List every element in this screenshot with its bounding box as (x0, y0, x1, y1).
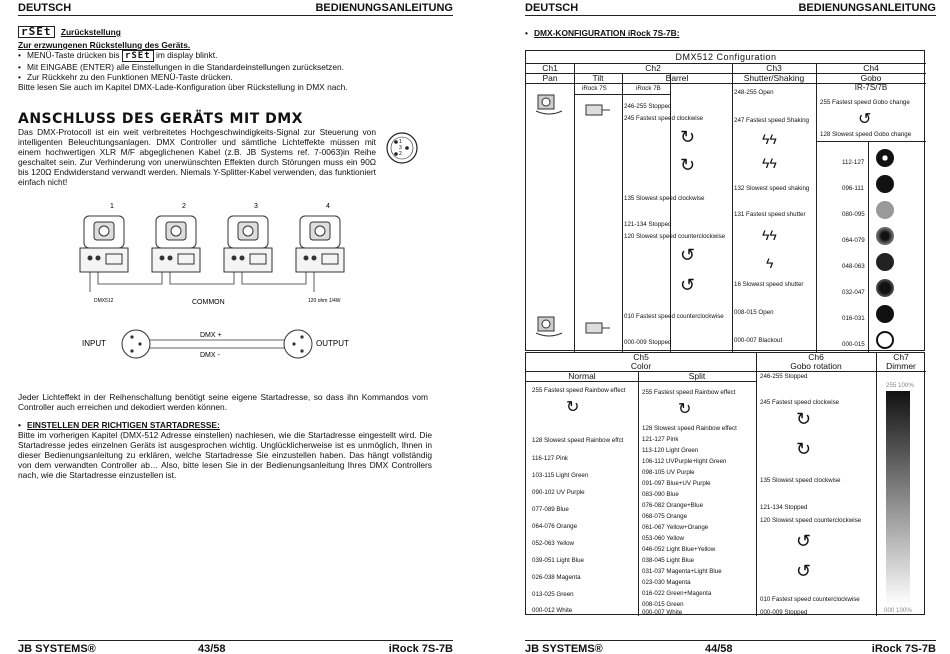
color-normal-value: 103-115 Light Green (532, 472, 589, 479)
reset-lcd-inline: rSEt (122, 50, 154, 62)
irock7s-label: iRock 7S (582, 85, 607, 92)
reset-section (18, 26, 458, 92)
gobo-sun-icon (876, 279, 894, 297)
dmx-chain-diagram (70, 198, 370, 368)
gobo-range: 032-047 (842, 289, 865, 296)
common-label: COMMON (192, 299, 225, 306)
fixture-number: 1 (110, 203, 114, 210)
reset-step: • MENÜ-Taste drücken bis rSEt im display blinkt. (18, 50, 458, 62)
ch2-label: Ch2 (645, 63, 661, 73)
color-split-value: 076-082 Orange+Blue (642, 502, 704, 509)
fixture-number: 3 (254, 203, 258, 210)
gobo-range: 064-079 (842, 237, 865, 244)
reset-note: Bitte lesen Sie auch im Kapitel DMX-Lade-Konfiguration über Rückstellung in DMX nach. (18, 82, 348, 92)
shutter-value: 000-007 Blackout (734, 337, 783, 344)
lightning-icon: ϟ (766, 255, 774, 271)
rotate-clockwise-icon: ↻ (796, 409, 812, 429)
dmx-paragraph: Das DMX-Protocoll ist ein weit verbreitetes Hochgeschwindigkeits-Signal zur Steuerung von intelligenten Beleuchtungsanlagen. DMX Controller und sämtliche Lichteffekte müssen mit einem hochwertigen XLR M/F abgeglichenen Kabel (z.B. JB Systems ref. 7-0063)in Reihe geschaltet sein. Zur Verhinderung von unerwünschten Effekten durch Störungen muss ein 90Ω bis 120Ω Endwiderstand verwandt werden. Niemals Y-Splitter-Kabel verwenden, das funktioniert einfach nicht! (18, 127, 376, 187)
xlr-connector-icon (382, 128, 422, 168)
gobo-rotation-value: 010 Fastest speed counterclockwise (760, 596, 860, 603)
footer-brand: JB SYSTEMS® (525, 643, 603, 654)
barrel-value: 135 Slowest speed clockwise (624, 195, 705, 202)
color-split-value: 000-007 White (642, 609, 683, 616)
dimmer-top-value: 255 100% (886, 382, 914, 389)
shutter-value: 247 Fastest speed Shaking (734, 117, 809, 124)
color-split-value: 053-060 Yellow (642, 535, 684, 542)
gobo-range: 112-127 (842, 159, 865, 166)
ch6-label: Ch6 (808, 352, 824, 362)
input-label: INPUT (82, 339, 106, 348)
dmx-heading: ANSCHLUSS DES GERÄTS MIT DMX (18, 111, 303, 127)
resistor-label: 120 ohm 1/4W (308, 298, 341, 304)
reset-lcd: rSEt (18, 26, 55, 38)
fixture-1 (80, 216, 128, 272)
fixture-number: 2 (182, 203, 186, 210)
shutter-value: 131 Fastest speed shutter (734, 211, 806, 218)
gobo-rotation-value: 121-134 Stopped (760, 504, 808, 511)
footer-model: iRock 7S-7B (388, 643, 453, 654)
start-address-title: • EINSTELLEN DER RICHTIGEN STARTADRESSE: (18, 420, 220, 430)
fixture-number: 4 (326, 203, 330, 210)
color-split-value: 061-067 Yellow+Orange (642, 524, 709, 531)
color-label: Color (630, 361, 652, 371)
color-split-value: 016-022 Green+Magenta (642, 590, 712, 597)
barrel-label: Barrel (665, 73, 689, 83)
pin-label: 1 (399, 139, 402, 145)
color-split-value: 121-127 Pink (642, 436, 679, 443)
ch1-label: Ch1 (542, 63, 558, 73)
fixture-3 (224, 216, 272, 272)
barrel-value: 120 Slowest speed counterclockwise (624, 233, 726, 240)
ch7-label: Ch7 (893, 352, 909, 362)
barrel-value: 245 Fastest speed clockwise (624, 115, 704, 122)
color-normal-value: 026-038 Magenta (532, 574, 581, 581)
gobo-rotation-value: 135 Slowest speed clockwise (760, 477, 841, 484)
pin-label: 2 (399, 151, 402, 157)
color-split-value: 046-052 Light Blue+Yellow (642, 546, 716, 553)
table-title: DMX512 Configuration (675, 52, 777, 62)
ir7s7b-label: IR-7S/7B (854, 83, 888, 92)
pan-icon (534, 91, 564, 115)
gobo-rotation-value: 245 Fastest speed clockwise (760, 399, 840, 406)
dimmer-gradient (886, 391, 910, 605)
section-title: • DMX-KONFIGURATION iRock 7S-7B: (525, 28, 680, 38)
color-split-value: 255 Fastest speed Rainbow effect (642, 389, 736, 396)
gobo-pattern-icon (876, 201, 894, 219)
pan-icon-2 (534, 313, 564, 337)
color-split-value: 113-120 Light Green (642, 447, 699, 454)
color-split-value: 038-045 Light Blue (642, 557, 694, 564)
color-normal-value: 128 Slowest speed Rainbow effct (532, 437, 624, 444)
lightning-icon: ϟϟ (762, 131, 777, 147)
start-address-paragraph: Bitte im vorherigen Kapitel (DMX-512 Adresse einstellen) nachlesen, wie die Startadresse eingestellt wird. Die Startadresse jedes einzelnen Geräts ist ausgesprochen wichtig. Unglücklicherweise ist es unmöglich, Ihnen in dieser Bedienungsanleitung zu erklären, welche Startadresse Sie einzustellen haben. Das hängt vollständig von dem verwandten Controller ab… Also, bitte lesen Sie in der Bedienungsanleitung Ihres DMX Controllers nach, wie die Startadresse einzustellen ist. (18, 430, 432, 480)
gobo-open-icon (876, 331, 894, 349)
irock7b-label: iRock 7B (636, 85, 661, 92)
color-normal-value: 052-063 Yellow (532, 540, 574, 547)
color-normal-value: 255 Fastest speed Rainbow effect (532, 387, 626, 394)
gobo-rotation-value: 000-009 Stopped (760, 609, 808, 616)
barrel-value: 010 Fastest speed counterclockwise (624, 313, 724, 320)
header-title: BEDIENUNGSANLEITUNG (798, 2, 936, 14)
page-footer (18, 640, 453, 654)
dmx-cable (90, 272, 314, 292)
start-address-intro: Jeder Lichteffekt in der Reihenschaltung benötigt seine eigene Startadresse, so dass ihn Kommandos vom Controller auch erreichen und dekodiert werden können. (18, 392, 428, 412)
color-normal-value: 116-127 Pink (532, 455, 569, 462)
dmx-plus-label: DMX + (200, 332, 222, 339)
dmx-table-top (525, 50, 925, 351)
fixture-4 (296, 216, 344, 272)
tilt-label: Tilt (592, 73, 604, 83)
color-normal-value: 090-102 UV Purple (532, 489, 585, 496)
color-split-value: 068-075 Orange (642, 513, 688, 520)
gobo-triangle-icon (876, 175, 894, 193)
header-title: BEDIENUNGSANLEITUNG (315, 2, 453, 14)
color-normal-value: 077-089 Blue (532, 506, 569, 513)
right-page (475, 0, 950, 654)
gobo-rotation-label: Gobo rotation (790, 361, 842, 371)
footer-page-number: 44/58 (705, 643, 733, 654)
barrel-value: 246-255 Stopped (624, 103, 672, 110)
color-normal-value: 064-076 Orange (532, 523, 578, 530)
gobo-rotation-value: 246-255 Stopped (760, 373, 808, 380)
header-language: DEUTSCH (525, 2, 579, 14)
reset-step: • Zur Rückkehr zu den Funktionen MENÜ-Taste drücken. (18, 72, 458, 82)
gobo-dots-icon (876, 149, 894, 167)
gobo-label: Gobo (860, 73, 882, 83)
color-split-value: 128 Slowest speed Rainbow effect (642, 425, 737, 432)
dmx-minus-label: DMX - (200, 352, 220, 359)
rotate-counterclockwise-icon: ↺ (680, 245, 696, 265)
barrel-value: 000-009 Stopped (624, 339, 672, 346)
color-normal-value: 013-025 Green (532, 591, 574, 598)
shutter-value: 008-015 Open (734, 309, 774, 316)
shutter-value: 16 Slowest speed shutter (734, 281, 804, 288)
lightning-icon: ϟϟ (762, 227, 777, 243)
dmx512-label: DMX512 (94, 298, 114, 304)
gobo-range: 016-031 (842, 315, 865, 322)
gobo-spiral-icon (876, 253, 894, 271)
output-label: OUTPUT (316, 339, 349, 348)
page-header (525, 2, 936, 16)
footer-page-number: 43/58 (198, 643, 226, 654)
color-split-value: 008-015 Green (642, 601, 684, 608)
footer-model: iRock 7S-7B (871, 643, 936, 654)
reset-subtitle: Zur erzwungenen Rückstellung des Geräts. (18, 40, 191, 50)
xlr-output-icon (284, 330, 312, 358)
color-split-value: 091-097 Blue+UV Purple (642, 480, 711, 487)
gobo-stars-icon (876, 305, 894, 323)
pan-label: Pan (542, 73, 558, 83)
header-language: DEUTSCH (18, 2, 72, 14)
ch3-label: Ch3 (766, 63, 782, 73)
gobo-range: 080-095 (842, 211, 865, 218)
shutter-value: 248-255 Open (734, 89, 774, 96)
reset-title: Zurückstellung (60, 27, 121, 37)
gobo-range: 096-111 (842, 185, 864, 192)
gobo-rotation-value: 120 Slowest speed counterclockwise (760, 517, 862, 524)
rotate-counterclockwise-icon: ↺ (796, 531, 812, 551)
gobo-range: 048-063 (842, 263, 865, 270)
rotate-counterclockwise-icon: ↺ (680, 275, 696, 295)
color-normal-value: 000-012 White (532, 607, 573, 614)
ch5-label: Ch5 (633, 352, 649, 362)
tilt-icon (584, 101, 612, 119)
tilt-icon-2 (584, 319, 612, 337)
lightning-icon: ϟϟ (762, 155, 777, 171)
color-split-value: 031-037 Magenta+Light Blue (642, 568, 722, 575)
color-split-value: 083-090 Blue (642, 491, 679, 498)
dimmer-bottom-value: 000 100% (884, 607, 912, 614)
color-normal-value: 039-051 Light Blue (532, 557, 584, 564)
dimmer-label: Dimmer (886, 361, 916, 371)
shutter-label: Shutter/Shaking (743, 73, 805, 83)
color-split-value: 098-105 UV Purple (642, 469, 695, 476)
reset-step: • Mit EINGABE (ENTER) alle Einstellungen in die Standardeinstellungen zurücksetzen. (18, 62, 458, 72)
reset-steps (18, 50, 458, 82)
gobo-range: 000-015 (842, 341, 865, 348)
xlr-input-icon (122, 330, 150, 358)
rotate-clockwise-icon: ↻ (680, 155, 696, 175)
page-footer (525, 640, 936, 654)
gobo-value: 128 Slowest speed Gobo change (820, 131, 912, 138)
normal-label: Normal (568, 371, 596, 381)
rotate-clockwise-icon: ↻ (678, 401, 692, 418)
color-split-value: 106-112 UVPurple+light Green (642, 458, 727, 465)
rotate-clockwise-icon: ↻ (566, 399, 580, 416)
rotate-counterclockwise-icon: ↺ (796, 561, 812, 581)
ch4-label: Ch4 (863, 63, 879, 73)
footer-brand: JB SYSTEMS® (18, 643, 96, 654)
rotate-counterclockwise-icon: ↺ (858, 111, 872, 128)
fixture-2 (152, 216, 200, 272)
color-split-value: 023-030 Magenta (642, 579, 691, 586)
rotate-clockwise-icon: ↻ (796, 439, 812, 459)
page-header (18, 2, 453, 16)
pin-label: 3 (399, 145, 402, 151)
shutter-value: 132 Slowest speed shaking (734, 185, 810, 192)
gobo-value: 255 Fastest speed Gobo change (820, 99, 910, 106)
split-label: Split (688, 371, 706, 381)
gobo-swirl-icon (876, 227, 894, 245)
barrel-value: 121-134 Stopped (624, 221, 672, 228)
rotate-clockwise-icon: ↻ (680, 127, 696, 147)
dmx-table-bottom (525, 352, 925, 615)
